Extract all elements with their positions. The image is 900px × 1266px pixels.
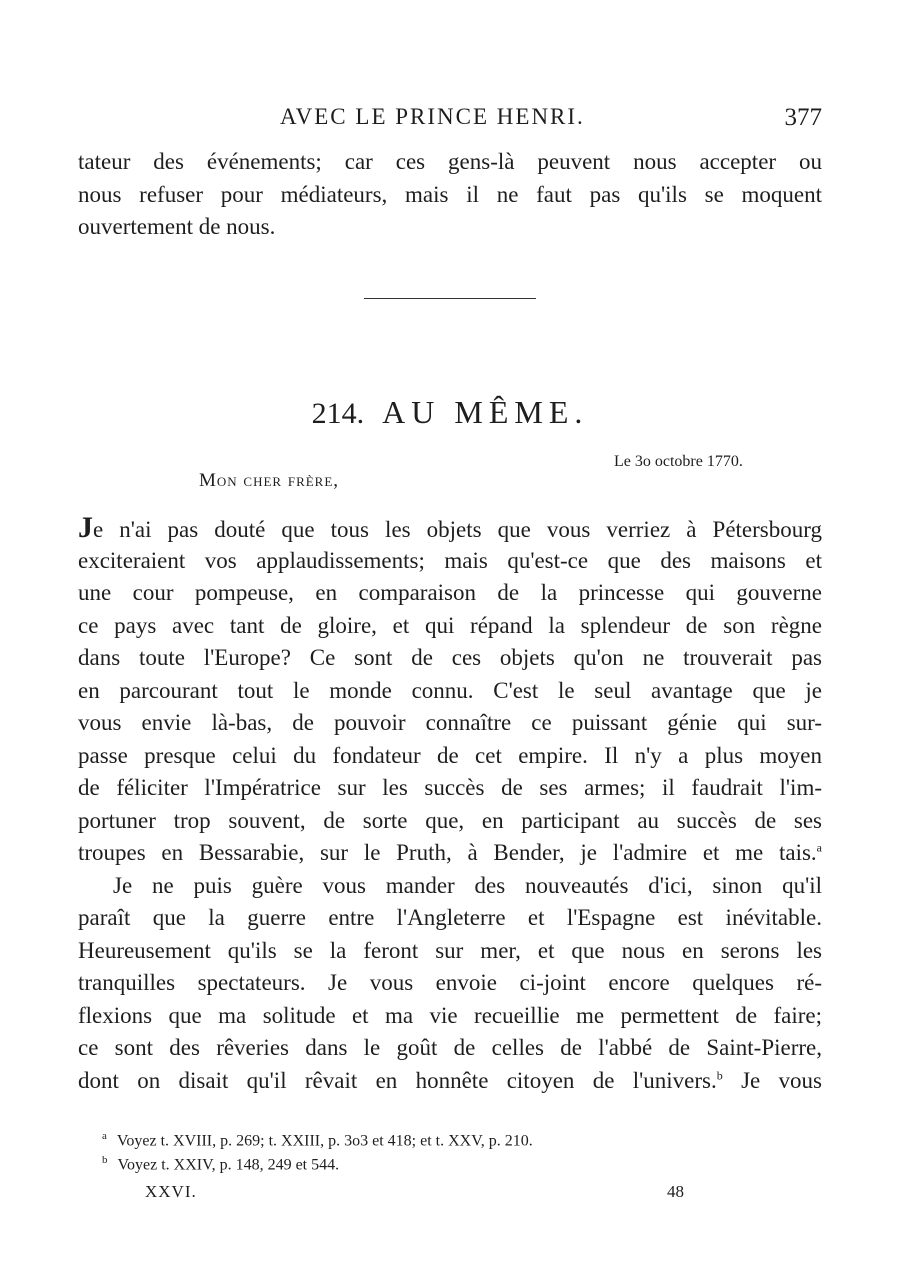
page-number: 377 (784, 104, 822, 131)
sheet-number: 48 (667, 1182, 684, 1201)
text-line: ce pays avec tant de gloire, et qui répand la splendeur de son règne (78, 612, 822, 638)
text-line: nous refuser pour médiateurs, mais il ne faut pas qu'ils se moquent (78, 181, 822, 207)
footnote-text: Voyez t. XVIII, p. 269; t. XXIII, p. 3o3 et 418; et t. XXV, p. 210. (116, 1132, 533, 1150)
text-line (78, 837, 822, 870)
text-line (78, 1065, 822, 1098)
text-line: passe presque celui du fondateur de cet empire. Il n'y a plus moyen (78, 742, 822, 768)
text-fragment: Je vous (722, 1067, 822, 1093)
text-line: paraît que la guerre entre l'Angleterre et l'Espagne est inévitable. (78, 905, 822, 930)
letter-date: Le 3o octobre 1770. (614, 453, 743, 470)
text-line: ouvertement de nous. (78, 214, 276, 239)
drop-cap: J (78, 511, 93, 544)
text-fragment: e n'ai pas douté que tous les objets que vous verriez à Pétersbourg (93, 517, 822, 542)
letter-title: AU MÊME. (382, 394, 589, 430)
footnote-ref: a (816, 840, 822, 855)
text-line: de féliciter l'Impératrice sur les succès de ses armes; il faudrait l'im- (78, 775, 822, 800)
text-line: Heureusement qu'ils se la feront sur mer, et que nous en serons les (78, 937, 822, 963)
text-line: ce sont des rêveries dans le goût de celles de l'abbé de Saint-Pierre, (78, 1035, 822, 1060)
carryover-paragraph (78, 146, 822, 244)
footnote-mark: a (102, 1130, 107, 1142)
text-line: exciteraient vos applaudissements; mais qu'est-ce que des maisons et (78, 547, 822, 573)
letter-heading (0, 394, 900, 431)
footnote (102, 1124, 822, 1148)
text-fragment: dont on disait qu'il rêvait en honnête citoyen de l'univers. (78, 1067, 717, 1093)
letter-number: 214. (311, 397, 365, 430)
text-line: une cour pompeuse, en comparaison de la princesse qui gouverne (78, 580, 822, 605)
text-fragment: troupes en Bessarabie, sur le Pruth, à Bender, je l'admire et me tais. (78, 840, 817, 865)
footnote-text: Voyez t. XXIV, p. 148, 249 et 544. (117, 1156, 340, 1174)
letter-body (78, 512, 822, 1097)
text-line: dans toute l'Europe? Ce sont de ces objets qu'on ne trouverait pas (78, 645, 822, 670)
salutation: Mon cher frère, (199, 470, 340, 491)
text-line (78, 512, 822, 545)
footnote (102, 1148, 822, 1172)
footnotes (102, 1124, 822, 1172)
section-divider (364, 298, 536, 299)
text-line: tateur des événements; car ces gens-là peuvent nous accepter ou (78, 149, 822, 174)
text-line: en parcourant tout le monde connu. C'est le seul avantage que je (78, 677, 822, 703)
text-line: vous envie là-bas, de pouvoir connaître ce puissant génie qui sur- (78, 710, 822, 735)
text-line: Je ne puis guère vous mander des nouveautés d'ici, sinon qu'il (113, 872, 822, 898)
volume-signature: XXVI. (145, 1182, 197, 1201)
text-line: flexions que ma solitude et ma vie recueillie me permettent de faire; (78, 1002, 822, 1028)
text-line: tranquilles spectateurs. Je vous envoie ci-joint encore quelques ré- (78, 970, 822, 995)
text-line: portuner trop souvent, de sorte que, en participant au succès de ses (78, 807, 822, 833)
footnote-mark: b (102, 1154, 108, 1166)
running-head: AVEC LE PRINCE HENRI. (280, 104, 585, 129)
footnote-ref: b (716, 1067, 723, 1082)
